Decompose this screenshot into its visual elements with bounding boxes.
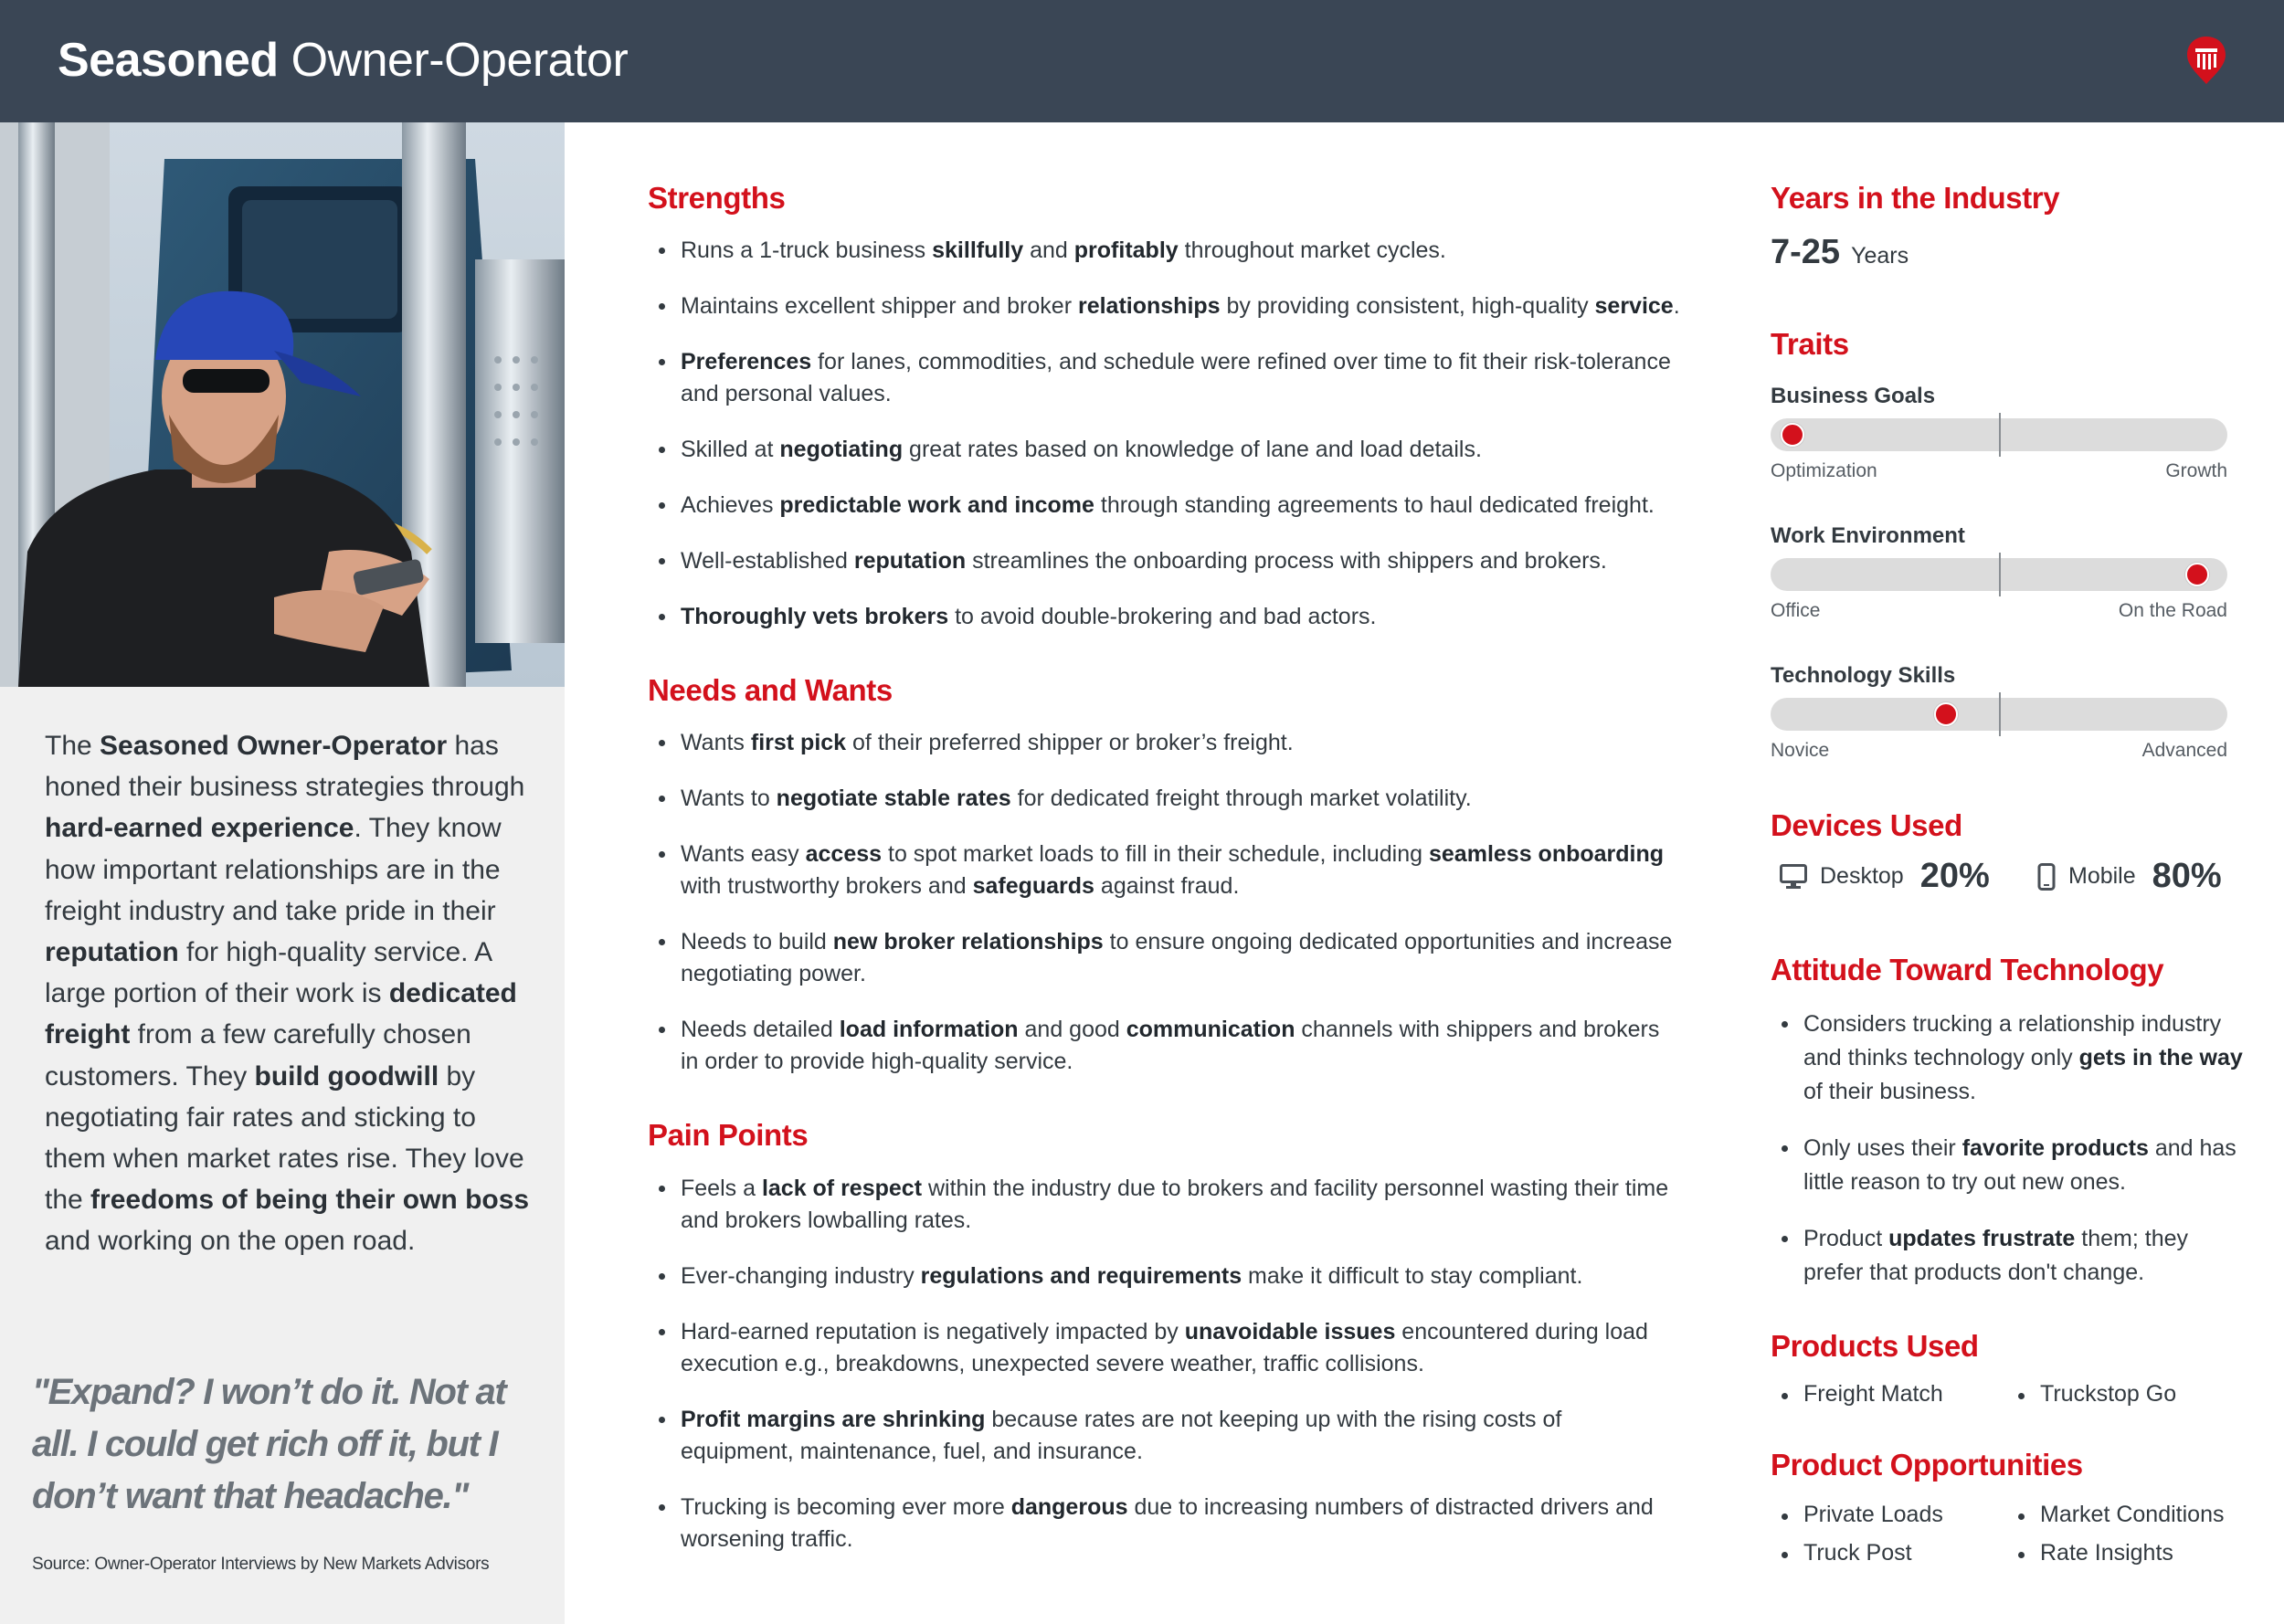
list-item: Hard-earned reputation is negatively impacted by unavoidable issues encountered during load execution e.g., breakdowns, unexpected severe weather, traffic collisions.: [648, 1316, 1680, 1380]
list-item: Well-established reputation streamlines the onboarding process with shippers and brokers.: [648, 545, 1680, 577]
list-item: Truck Post: [1771, 1540, 1912, 1566]
product-opportunities-heading: Product Opportunities: [1771, 1448, 2083, 1482]
trait-slider-track: [1771, 418, 2227, 451]
strengths-heading: Strengths: [648, 181, 786, 215]
list-item: Only uses their favorite products and has little reason to try out new ones.: [1771, 1132, 2246, 1199]
list-item: Truckstop Go: [2007, 1381, 2176, 1408]
desktop-label: Desktop: [1820, 863, 1904, 889]
trait-max-label: Growth: [2165, 460, 2227, 481]
list-item: Maintains excellent shipper and broker relationships by providing consistent, high-quality service.: [648, 290, 1680, 322]
needs-heading: Needs and Wants: [648, 673, 893, 707]
trait-min-label: Novice: [1771, 740, 1830, 761]
years-heading: Years in the Industry: [1771, 181, 2060, 215]
trait-min-label: Optimization: [1771, 460, 1877, 481]
title-rest: Owner-Operator: [291, 34, 629, 87]
strengths-list: [648, 235, 1680, 657]
trait-slider-marker: [2185, 563, 2209, 586]
slider-midpoint: [1999, 692, 2001, 736]
desktop-percent: 20%: [1919, 857, 1990, 895]
page-title: [58, 33, 628, 88]
slider-midpoint: [1999, 413, 2001, 457]
list-item: Trucking is becoming ever more dangerous due to increasing numbers of distracted drivers and worsening traffic.: [648, 1492, 1680, 1555]
persona-bio: The Seasoned Owner-Operator has honed their business strategies through hard-earned experience. They know how important relationships are in the freight industry and take pride in their reputation for high-quality service. A large portion of their work is dedicated freight from a few carefully chosen customers. They build goodwill by negotiating fair rates and sticking to them when market rates rise. They love the freedoms of being their own boss and working on the open road.: [45, 731, 530, 1257]
desktop-monitor-icon: [1780, 864, 1807, 890]
mobile-label: Mobile: [2068, 863, 2136, 889]
list-item: Preferences for lanes, commodities, and schedule were refined over time to fit their risk-tolerance and personal values.: [648, 346, 1680, 410]
list-item: Wants first pick of their preferred shipper or broker’s freight.: [648, 727, 1680, 759]
list-item: Feels a lack of respect within the industry due to brokers and facility personnel wasting their time and brokers lowballing rates.: [648, 1173, 1680, 1237]
products-used-heading: Products Used: [1771, 1329, 1979, 1363]
pain-points-list: [648, 1173, 1680, 1579]
devices-used: [1780, 857, 2236, 902]
list-item: Product updates frustrate them; they prefer that products don't change.: [1771, 1222, 2246, 1290]
trait-slider-marker: [1934, 702, 1958, 726]
devices-heading: Devices Used: [1771, 808, 1962, 842]
trait-slider-track: [1771, 698, 2227, 731]
persona-photo: [0, 122, 565, 687]
list-item: Freight Match: [1771, 1381, 1943, 1408]
attitude-list: [1771, 1007, 2246, 1313]
needs-list: [648, 727, 1680, 1102]
page-header: [0, 0, 2284, 122]
list-item: Market Conditions: [2007, 1502, 2224, 1528]
list-item: Achieves predictable work and income through standing agreements to haul dedicated freight.: [648, 490, 1680, 522]
pain-points-heading: Pain Points: [648, 1118, 809, 1152]
list-item: Runs a 1-truck business skillfully and profitably throughout market cycles.: [648, 235, 1680, 267]
trait-min-label: Office: [1771, 600, 1821, 621]
trait-slider-marker: [1781, 423, 1804, 447]
attitude-heading: Attitude Toward Technology: [1771, 953, 2164, 986]
trait-max-label: On the Road: [2118, 600, 2227, 621]
list-item: Rate Insights: [2007, 1540, 2173, 1566]
mobile-phone-icon: [2037, 863, 2056, 891]
list-item: Wants to negotiate stable rates for dedicated freight through market volatility.: [648, 783, 1680, 815]
list-item: Private Loads: [1771, 1502, 1943, 1528]
quote-source: Source: Owner-Operator Interviews by New Markets Advisors: [32, 1555, 490, 1574]
persona-quote: "Expand? I won’t do it. Not at all. I could get rich off it, but I don’t want that headache.": [32, 1372, 506, 1516]
years-number: 7-25: [1771, 233, 1841, 271]
traits-heading: Traits: [1771, 327, 1849, 361]
list-item: Skilled at negotiating great rates based on knowledge of lane and load details.: [648, 434, 1680, 466]
trait-label: Technology Skills: [1771, 663, 1956, 688]
list-item: Needs to build new broker relationships to ensure ongoing dedicated opportunities and increase negotiating power.: [648, 926, 1680, 990]
years-value: [1771, 233, 1909, 272]
device-mobile: [2037, 857, 2222, 896]
list-item: Thoroughly vets brokers to avoid double-brokering and bad actors.: [648, 601, 1680, 633]
list-item: Profit margins are shrinking because rates are not keeping up with the rising costs of equipment, maintenance, fuel, and insurance.: [648, 1404, 1680, 1468]
list-item: Considers trucking a relationship industry and thinks technology only gets in the way of their business.: [1771, 1007, 2246, 1109]
pillar-shield-logo-icon: [2185, 35, 2227, 86]
trait-slider-track: [1771, 558, 2227, 591]
list-item: Ever-changing industry regulations and requirements make it difficult to stay compliant.: [648, 1260, 1680, 1292]
truck-driver-photo-illustration: [0, 122, 565, 687]
title-bold: Seasoned: [58, 34, 279, 87]
list-item: Wants easy access to spot market loads to fill in their schedule, including seamless onboarding with trustworthy brokers and safeguards against fraud.: [648, 838, 1680, 902]
slider-midpoint: [1999, 553, 2001, 596]
mobile-percent: 80%: [2152, 857, 2222, 895]
trait-max-label: Advanced: [2141, 740, 2227, 761]
trait-label: Work Environment: [1771, 523, 1965, 548]
years-unit: Years: [1851, 243, 1909, 269]
list-item: Needs detailed load information and good communication channels with shippers and brokers in order to provide high-quality service.: [648, 1014, 1680, 1078]
persona-summary-panel: [0, 687, 565, 1624]
trait-label: Business Goals: [1771, 384, 1936, 408]
device-desktop: [1780, 857, 1990, 896]
